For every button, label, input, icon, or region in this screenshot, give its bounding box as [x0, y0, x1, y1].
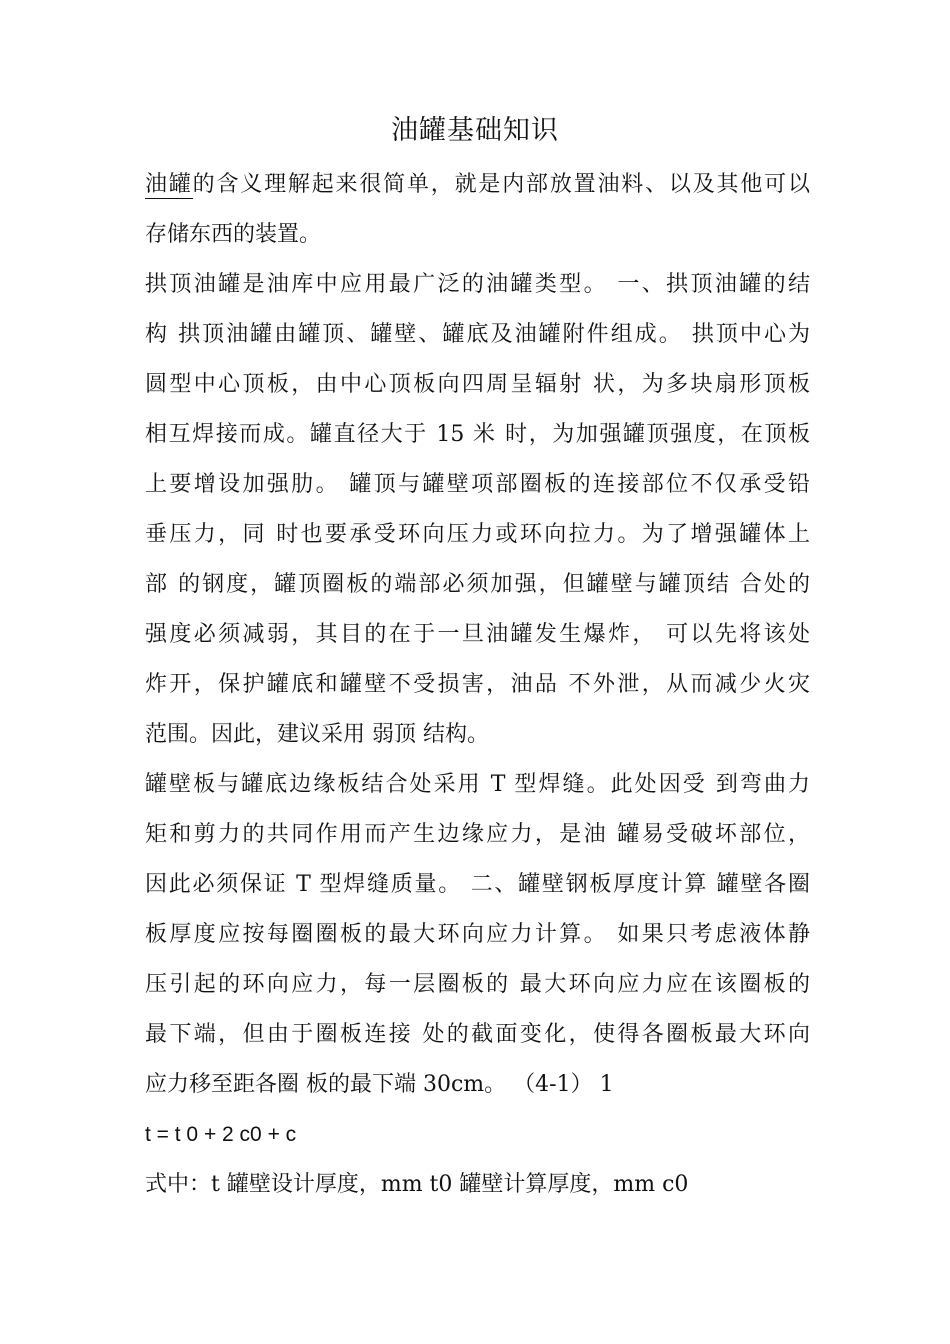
paragraph-intro — [145, 160, 810, 260]
text-line: 炸开，保护罐底和罐壁不受损害，油品 不外泄，从而减少火灾 — [145, 672, 810, 697]
formula: t = t 0 + 2 c0 + c — [145, 1123, 297, 1146]
paragraph-wall-thickness — [145, 760, 810, 1110]
text-line-rest: 的含义理解起来很简单，就是内部放置油料、以及其他可以 — [192, 172, 810, 197]
page-title: 油罐基础知识 — [391, 115, 559, 146]
paragraph-dome-roof — [145, 260, 810, 760]
text-line: 部 的钢度，罐顶圈板的端部必须加强，但罐壁与罐顶结 合处的 — [145, 572, 810, 597]
text-line: 拱顶油罐是油库中应用最广泛的油罐类型。 一、拱顶油罐的结 — [145, 272, 810, 297]
text-line: 相互焊接而成。罐直径大于 15 米 时，为加强罐顶强度，在顶板 — [145, 422, 810, 447]
text-line: 上要增设加强肋。 罐顶与罐壁项部圈板的连接部位不仅承受铅 — [145, 472, 810, 497]
text-line: 垂压力，同 时也要承受环向压力或环向拉力。为了增强罐体上 — [145, 522, 810, 547]
text-line: 范围。因此，建议采用 弱顶 结构。 — [145, 722, 489, 747]
text-line — [145, 160, 810, 210]
text-line: 因此必须保证 T 型焊缝质量。 二、罐壁钢板厚度计算 罐壁各圈 — [145, 872, 810, 897]
text-line: 强度必须减弱，其目的在于一旦油罐发生爆炸， 可以先将该处 — [145, 622, 810, 647]
text-line: 圆型中心顶板，由中心顶板向四周呈辐射 状，为多块扇形顶板 — [145, 372, 810, 397]
text-line: 应力移至距各圈 板的最下端 30cm。 （4-1） 1 — [145, 1072, 614, 1097]
underlined-term: 油罐 — [145, 172, 193, 197]
text-line: 最下端，但由于圈板连接 处的截面变化，使得各圈板最大环向 — [145, 1022, 810, 1047]
document-body — [145, 160, 810, 1210]
text-line: 存储东西的装置。 — [145, 222, 322, 247]
text-line: 罐壁板与罐底边缘板结合处采用 T 型焊缝。此处因受 到弯曲力 — [145, 772, 810, 797]
text-line: 矩和剪力的共同作用而产生边缘应力，是油 罐易受破坏部位， — [145, 822, 810, 847]
legend-block — [145, 1160, 810, 1210]
formula-legend: 式中：t 罐壁设计厚度，mm t0 罐壁计算厚度，mm c0 — [145, 1172, 689, 1197]
text-line: 压引起的环向应力，每一层圈板的 最大环向应力应在该圈板的 — [145, 972, 810, 997]
formula-block — [145, 1110, 810, 1160]
text-line: 构 拱顶油罐由罐顶、罐壁、罐底及油罐附件组成。 拱顶中心为 — [145, 322, 810, 347]
text-line: 板厚度应按每圈圈板的最大环向应力计算。 如果只考虑液体静 — [145, 922, 810, 947]
